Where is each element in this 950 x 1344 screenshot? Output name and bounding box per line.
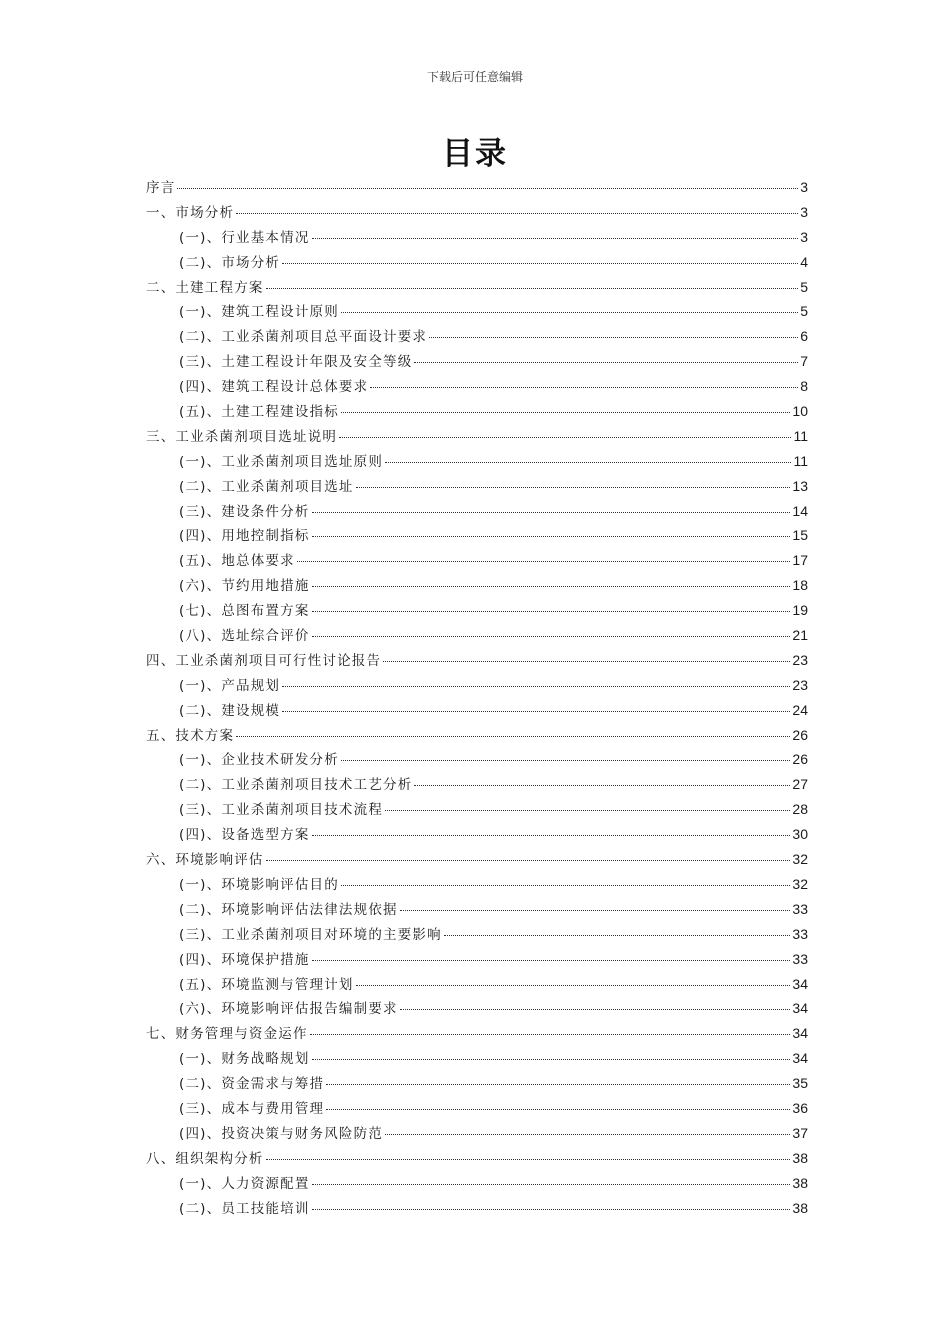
toc-dot-leader bbox=[312, 1059, 791, 1060]
toc-dot-leader bbox=[370, 387, 798, 388]
toc-entry[interactable] bbox=[146, 450, 808, 475]
toc-entry[interactable] bbox=[146, 997, 808, 1022]
toc-entry[interactable] bbox=[146, 500, 808, 525]
toc-entry[interactable] bbox=[146, 674, 808, 699]
toc-entry-page-number: 6 bbox=[800, 328, 808, 345]
toc-dot-leader bbox=[297, 561, 791, 562]
toc-entry-page-number: 5 bbox=[800, 303, 808, 320]
toc-entry-page-number: 34 bbox=[792, 1000, 808, 1017]
toc-entry[interactable] bbox=[146, 276, 808, 301]
toc-entry-label: 七、财务管理与资金运作 bbox=[146, 1026, 308, 1043]
toc-entry[interactable] bbox=[146, 524, 808, 549]
toc-entry-page-number: 37 bbox=[792, 1124, 808, 1141]
toc-entry-label: (二)、建设规模 bbox=[179, 702, 281, 719]
toc-entry[interactable] bbox=[146, 1197, 808, 1222]
toc-entry-page-number: 4 bbox=[800, 253, 808, 270]
toc-entry[interactable] bbox=[146, 475, 808, 500]
toc-entry-label: (一)、工业杀菌剂项目选址原则 bbox=[179, 453, 384, 470]
toc-dot-leader bbox=[341, 760, 790, 761]
toc-entry-page-number: 38 bbox=[792, 1149, 808, 1166]
toc-entry[interactable] bbox=[146, 699, 808, 724]
toc-entry-page-number: 34 bbox=[792, 975, 808, 992]
toc-entry-page-number: 15 bbox=[792, 527, 808, 544]
toc-entry-page-number: 11 bbox=[793, 427, 808, 444]
toc-entry-label: (四)、用地控制指标 bbox=[179, 528, 310, 545]
toc-dot-leader bbox=[383, 661, 790, 662]
toc-dot-leader bbox=[312, 1209, 791, 1210]
toc-entry-page-number: 35 bbox=[792, 1075, 808, 1092]
toc-entry[interactable] bbox=[146, 400, 808, 425]
toc-entry[interactable] bbox=[146, 898, 808, 923]
toc-dot-leader bbox=[385, 462, 791, 463]
toc-entry-page-number: 38 bbox=[792, 1199, 808, 1216]
toc-dot-leader bbox=[444, 935, 791, 936]
toc-entry-label: (四)、建筑工程设计总体要求 bbox=[179, 379, 369, 396]
toc-entry[interactable] bbox=[146, 226, 808, 251]
toc-dot-leader bbox=[266, 860, 791, 861]
toc-dot-leader bbox=[236, 213, 798, 214]
toc-entry-label: (四)、环境保护措施 bbox=[179, 951, 310, 968]
toc-entry[interactable] bbox=[146, 724, 808, 749]
toc-entry[interactable] bbox=[146, 549, 808, 574]
toc-entry-page-number: 11 bbox=[793, 452, 808, 469]
toc-entry-page-number: 14 bbox=[792, 502, 808, 519]
toc-dot-leader bbox=[312, 636, 791, 637]
toc-entry-page-number: 21 bbox=[792, 627, 808, 644]
toc-entry-label: 二、土建工程方案 bbox=[146, 279, 264, 296]
toc-entry-page-number: 5 bbox=[800, 278, 808, 295]
toc-dot-leader bbox=[312, 586, 791, 587]
toc-dot-leader bbox=[236, 736, 790, 737]
toc-dot-leader bbox=[385, 810, 790, 811]
toc-dot-leader bbox=[266, 1159, 791, 1160]
toc-dot-leader bbox=[312, 238, 799, 239]
toc-entry[interactable] bbox=[146, 574, 808, 599]
toc-entry[interactable] bbox=[146, 1097, 808, 1122]
toc-entry-label: (八)、选址综合评价 bbox=[179, 628, 310, 645]
toc-entry-label: (三)、工业杀菌剂项目对环境的主要影响 bbox=[179, 926, 442, 943]
toc-dot-leader bbox=[312, 512, 791, 513]
toc-entry-page-number: 33 bbox=[792, 925, 808, 942]
toc-entry-label: (一)、企业技术研发分析 bbox=[179, 752, 339, 769]
toc-dot-leader bbox=[356, 487, 791, 488]
toc-entry-label: 八、组织架构分析 bbox=[146, 1150, 264, 1167]
toc-dot-leader bbox=[282, 711, 790, 712]
toc-dot-leader bbox=[310, 1034, 791, 1035]
header-note: 下载后可任意编辑 bbox=[426, 70, 523, 84]
toc-entry-label: (一)、人力资源配置 bbox=[179, 1175, 310, 1192]
toc-entry-page-number: 3 bbox=[800, 179, 808, 195]
toc-entry-page-number: 27 bbox=[792, 776, 808, 793]
toc-dot-leader bbox=[339, 437, 791, 438]
toc-entry-page-number: 34 bbox=[792, 1050, 808, 1067]
toc-entry-label: (二)、工业杀菌剂项目总平面设计要求 bbox=[179, 329, 428, 346]
toc-entry[interactable] bbox=[146, 425, 808, 450]
toc-entry[interactable] bbox=[146, 300, 808, 325]
toc-entry-label: (二)、工业杀菌剂项目选址 bbox=[179, 478, 354, 495]
toc-entry-label: 三、工业杀菌剂项目选址说明 bbox=[146, 428, 338, 445]
toc-entry[interactable] bbox=[146, 848, 808, 873]
toc-dot-leader bbox=[282, 686, 790, 687]
toc-entry-label: (二)、员工技能培训 bbox=[179, 1200, 310, 1217]
toc-dot-leader bbox=[429, 337, 798, 338]
toc-entry-page-number: 28 bbox=[792, 801, 808, 818]
toc-entry[interactable] bbox=[146, 1122, 808, 1147]
toc-entry[interactable] bbox=[146, 201, 808, 226]
toc-entry-label: (二)、工业杀菌剂项目技术工艺分析 bbox=[179, 777, 413, 794]
toc-entry[interactable] bbox=[146, 973, 808, 998]
toc-entry-page-number: 34 bbox=[792, 1025, 808, 1042]
toc-dot-leader bbox=[326, 1084, 790, 1085]
toc-dot-leader bbox=[341, 885, 790, 886]
toc-entry-label: 一、市场分析 bbox=[146, 204, 235, 221]
toc-entry-label: (五)、地总体要求 bbox=[179, 553, 295, 570]
toc-entry-label: (一)、建筑工程设计原则 bbox=[179, 304, 339, 321]
toc-entry[interactable] bbox=[146, 823, 808, 848]
toc-entry-label: (一)、产品规划 bbox=[179, 677, 281, 694]
toc-entry-page-number: 33 bbox=[792, 950, 808, 967]
toc-dot-leader bbox=[400, 1009, 791, 1010]
toc-entry[interactable] bbox=[146, 624, 808, 649]
toc-dot-leader bbox=[414, 362, 798, 363]
toc-entry-label: (一)、财务战略规划 bbox=[179, 1051, 310, 1068]
toc-entry-page-number: 8 bbox=[800, 378, 808, 395]
toc-entry[interactable] bbox=[146, 176, 808, 201]
page-title: 目录 bbox=[442, 136, 508, 172]
toc-entry[interactable] bbox=[146, 1072, 808, 1097]
toc-entry-page-number: 17 bbox=[792, 552, 808, 569]
toc-entry-page-number: 32 bbox=[792, 875, 808, 892]
toc-dot-leader bbox=[385, 1134, 790, 1135]
toc-entry[interactable] bbox=[146, 773, 808, 798]
toc-entry-label: (三)、建设条件分析 bbox=[179, 503, 310, 520]
toc-dot-leader bbox=[282, 263, 798, 264]
toc-entry-page-number: 3 bbox=[800, 228, 808, 245]
toc-entry-label: 序言 bbox=[146, 180, 176, 196]
toc-entry-label: (四)、设备选型方案 bbox=[179, 827, 310, 844]
toc-dot-leader bbox=[312, 960, 791, 961]
toc-list bbox=[146, 176, 808, 1221]
toc-entry[interactable] bbox=[146, 923, 808, 948]
toc-entry[interactable] bbox=[146, 649, 808, 674]
toc-entry-label: 六、环境影响评估 bbox=[146, 852, 264, 869]
toc-entry-page-number: 19 bbox=[792, 602, 808, 619]
toc-entry[interactable] bbox=[146, 1172, 808, 1197]
toc-dot-leader bbox=[341, 312, 798, 313]
toc-entry[interactable] bbox=[146, 375, 808, 400]
toc-entry[interactable] bbox=[146, 748, 808, 773]
toc-entry-label: (三)、工业杀菌剂项目技术流程 bbox=[179, 802, 384, 819]
toc-entry-label: (二)、环境影响评估法律法规依据 bbox=[179, 901, 398, 918]
toc-entry-page-number: 10 bbox=[792, 403, 808, 420]
toc-entry-page-number: 36 bbox=[792, 1099, 808, 1116]
toc-dot-leader bbox=[312, 1184, 791, 1185]
toc-entry-label: (五)、土建工程建设指标 bbox=[179, 404, 339, 421]
toc-entry-page-number: 32 bbox=[792, 851, 808, 868]
toc-entry-label: (七)、总图布置方案 bbox=[179, 603, 310, 620]
toc-dot-leader bbox=[312, 611, 791, 612]
toc-entry-page-number: 38 bbox=[792, 1174, 808, 1191]
toc-entry-label: (五)、环境监测与管理计划 bbox=[179, 976, 354, 993]
toc-entry[interactable] bbox=[146, 1047, 808, 1072]
toc-entry-label: (二)、资金需求与筹措 bbox=[179, 1076, 325, 1093]
toc-entry-page-number: 30 bbox=[792, 826, 808, 843]
toc-entry[interactable] bbox=[146, 798, 808, 823]
toc-entry[interactable] bbox=[146, 873, 808, 898]
toc-entry-label: (三)、土建工程设计年限及安全等级 bbox=[179, 354, 413, 371]
toc-dot-leader bbox=[414, 785, 790, 786]
toc-entry-page-number: 33 bbox=[792, 900, 808, 917]
toc-entry-page-number: 3 bbox=[800, 203, 808, 220]
toc-entry-page-number: 23 bbox=[792, 651, 808, 668]
toc-entry-page-number: 26 bbox=[792, 751, 808, 768]
toc-entry-label: (四)、投资决策与财务风险防范 bbox=[179, 1125, 384, 1142]
toc-dot-leader bbox=[326, 1109, 790, 1110]
toc-entry[interactable] bbox=[146, 325, 808, 350]
toc-entry[interactable] bbox=[146, 1147, 808, 1172]
toc-dot-leader bbox=[400, 910, 791, 911]
toc-entry-label: (二)、市场分析 bbox=[179, 254, 281, 271]
toc-entry-label: 五、技术方案 bbox=[146, 727, 235, 744]
toc-entry[interactable] bbox=[146, 948, 808, 973]
toc-entry-label: (一)、行业基本情况 bbox=[179, 229, 310, 246]
toc-entry-label: (六)、环境影响评估报告编制要求 bbox=[179, 1001, 398, 1018]
toc-entry[interactable] bbox=[146, 251, 808, 276]
toc-entry[interactable] bbox=[146, 1022, 808, 1047]
toc-dot-leader bbox=[312, 835, 791, 836]
toc-entry-page-number: 13 bbox=[792, 477, 808, 494]
toc-entry-label: (一)、环境影响评估目的 bbox=[179, 876, 339, 893]
toc-dot-leader bbox=[312, 536, 791, 537]
toc-entry[interactable] bbox=[146, 599, 808, 624]
toc-entry-page-number: 18 bbox=[792, 577, 808, 594]
toc-dot-leader bbox=[177, 188, 798, 189]
toc-dot-leader bbox=[341, 412, 790, 413]
toc-entry[interactable] bbox=[146, 350, 808, 375]
toc-entry-page-number: 24 bbox=[792, 701, 808, 718]
toc-entry-label: (三)、成本与费用管理 bbox=[179, 1100, 325, 1117]
toc-entry-page-number: 7 bbox=[800, 353, 808, 370]
toc-entry-label: (六)、节约用地措施 bbox=[179, 578, 310, 595]
toc-dot-leader bbox=[266, 288, 799, 289]
toc-entry-page-number: 26 bbox=[792, 726, 808, 743]
toc-dot-leader bbox=[356, 985, 791, 986]
toc-entry-label: 四、工业杀菌剂项目可行性讨论报告 bbox=[146, 652, 382, 669]
toc-entry-page-number: 23 bbox=[792, 676, 808, 693]
